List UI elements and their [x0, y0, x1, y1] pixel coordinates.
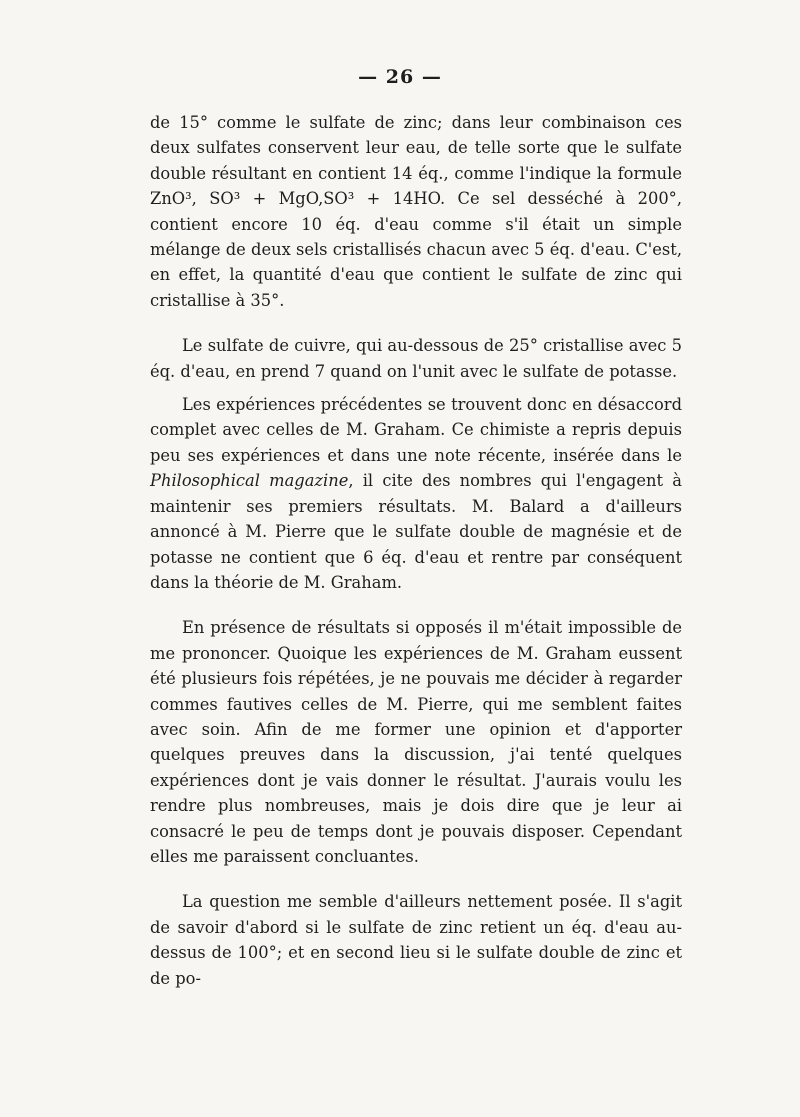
- paragraph-gap: [150, 877, 682, 889]
- paragraph-gap: [150, 321, 682, 333]
- page-number: — 26 —: [358, 66, 442, 88]
- paragraph-4: En présence de résultats si opposés il m'était impossible de me prononcer. Quoique les expériences de M. Graham eussent été plusieurs fois répétées, je ne pouvais me décider à regarder commes fautives celles de M. Pierre, qui me semblent faites avec soin. Afin de me former une opinion et d'apporter quelques preuves dans la discussion, j'ai tenté quelques expériences dont je vais donner le résultat. J'aurais voulu les rendre plus nombreuses, mais je dois dire que je leur ai consacré le peu de temps dont je pouvais disposer. Cependant elles me paraissent concluantes.: [150, 618, 682, 866]
- paragraph-5: La question me semble d'ailleurs nettement posée. Il s'agit de savoir d'abord si le sulfate de zinc retient un éq. d'eau au-dessus de 100°; et en second lieu si le sulfate double de zinc et de po-: [150, 892, 682, 988]
- paragraph-3-end: , il cite des nombres qui l'engagent à maintenir ses premiers résultats. M. Balard a d'ailleurs annoncé à M. Pierre que le sulfate double de magnésie et de potasse ne contient que 6 éq. d'eau et rentre par conséquent dans la théorie de M. Graham.: [150, 471, 682, 592]
- paragraph-1: de 15° comme le sulfate de zinc; dans leur combinaison ces deux sulfates conservent leur eau, de telle sorte que le sulfate double résultant en contient 14 éq., comme l'indique la formule ZnO³, SO³ + MgO,SO³ + 14HO. Ce sel desséché à 200°, contient encore 10 éq. d'eau comme s'il était un simple mélange de deux sels cristallisés chacun avec 5 éq. d'eau. C'est, en effet, la quantité d'eau que contient le sulfate de zinc qui cristallise à 35°.: [150, 113, 682, 310]
- paragraph-3: [150, 392, 682, 595]
- paragraph-gap: [150, 603, 682, 615]
- paragraph-3-start: Les expériences précédentes se trouvent donc en désaccord complet avec celles de M. Graham. Ce chimiste a repris depuis peu ses expériences et dans une note récente, insérée dans le: [150, 395, 682, 465]
- journal-title: Philosophical magazine: [150, 471, 349, 491]
- body-text: [150, 110, 682, 999]
- paragraph-2: Le sulfate de cuivre, qui au-dessous de 25° cristallise avec 5 éq. d'eau, en prend 7 quand on l'unit avec le sulfate de potasse.: [150, 336, 682, 381]
